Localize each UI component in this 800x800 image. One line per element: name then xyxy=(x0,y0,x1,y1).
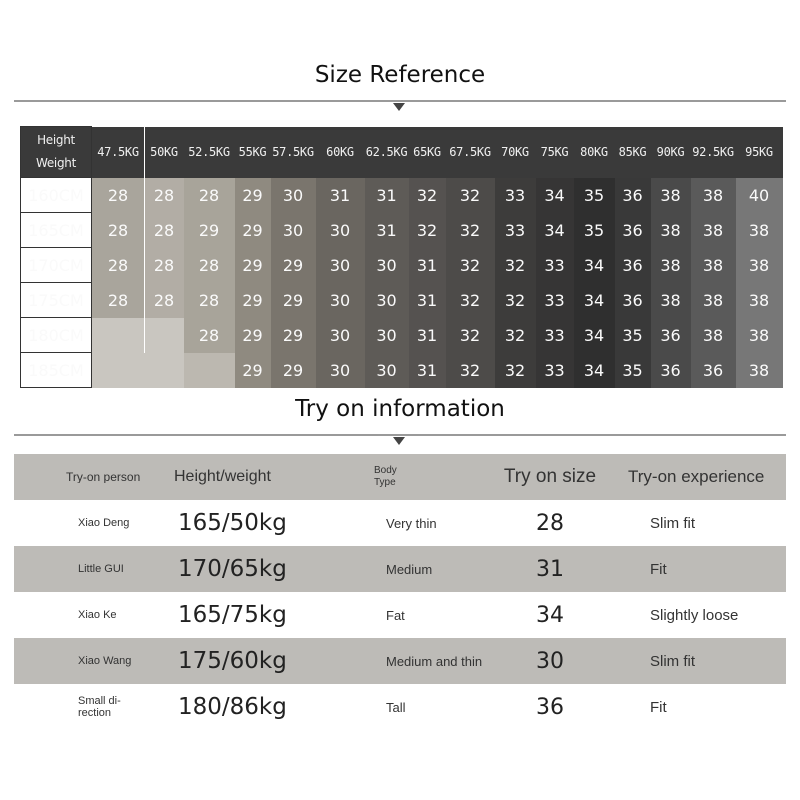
size-reference-title: Size Reference xyxy=(314,62,486,88)
try-on-person-cell: Little GUI xyxy=(78,563,124,575)
weight-header-cell: 52.5KG xyxy=(184,127,235,178)
size-cell: 36 xyxy=(651,353,691,388)
size-cell: 38 xyxy=(651,178,691,213)
size-cell: 38 xyxy=(691,213,736,248)
try-on-experience-cell: Slim fit xyxy=(650,514,695,532)
size-cell: 38 xyxy=(736,283,783,318)
size-cell: 28 xyxy=(145,248,184,283)
size-cell: 28 xyxy=(184,318,235,353)
size-cell: 34 xyxy=(574,353,615,388)
try-on-experience-cell: Fit xyxy=(650,560,667,578)
size-row xyxy=(21,178,783,213)
size-row xyxy=(21,318,783,353)
size-cell: 31 xyxy=(409,353,446,388)
try-on-row xyxy=(14,546,786,592)
weight-header-cell: 90KG xyxy=(651,127,691,178)
try-on-divider xyxy=(14,434,786,436)
size-cell: 38 xyxy=(651,213,691,248)
weight-header-cell: 62.5KG xyxy=(365,127,409,178)
weight-header-cell: 50KG xyxy=(145,127,184,178)
try-on-size-cell: 34 xyxy=(536,602,564,628)
size-cell: 32 xyxy=(409,213,446,248)
try-on-row xyxy=(14,592,786,638)
try-on-experience-cell: Slightly loose xyxy=(650,606,739,624)
size-cell: 28 xyxy=(92,178,145,213)
size-cell: 36 xyxy=(651,318,691,353)
size-cell: 38 xyxy=(691,318,736,353)
size-cell: 32 xyxy=(409,178,446,213)
try-on-row xyxy=(14,684,786,730)
size-cell: 28 xyxy=(92,213,145,248)
height-weight-cell: 170/65kg xyxy=(178,556,287,582)
try-on-person-cell: Xiao Wang xyxy=(78,655,132,667)
weight-header-cell: 60KG xyxy=(316,127,365,178)
try-on-information-title: Try on information xyxy=(295,396,505,422)
body-type-cell: Tall xyxy=(386,699,406,715)
try-on-experience-cell: Slim fit xyxy=(650,652,695,670)
size-cell: 35 xyxy=(574,178,615,213)
try-on-experience-cell: Fit xyxy=(650,698,667,716)
size-cell: 38 xyxy=(736,213,783,248)
size-cell: 30 xyxy=(271,213,316,248)
size-cell: 36 xyxy=(615,213,651,248)
size-row xyxy=(21,353,783,388)
size-cell: 30 xyxy=(316,213,365,248)
size-cell: 29 xyxy=(235,248,271,283)
size-cell: 38 xyxy=(691,283,736,318)
weight-header-cell: 67.5KG xyxy=(446,127,495,178)
size-row xyxy=(21,248,783,283)
try-on-row xyxy=(14,500,786,546)
size-cell: 33 xyxy=(536,248,574,283)
weight-header-cell: 57.5KG xyxy=(271,127,316,178)
size-row xyxy=(21,283,783,318)
size-cell: 40 xyxy=(736,178,783,213)
size-cell: 32 xyxy=(495,283,536,318)
weight-header-row xyxy=(21,127,783,178)
weight-header-cell: 95KG xyxy=(736,127,783,178)
size-cell: 28 xyxy=(145,283,184,318)
down-arrow-icon xyxy=(393,437,405,445)
size-cell: 29 xyxy=(235,318,271,353)
body-type-cell: Medium xyxy=(386,561,433,577)
size-cell xyxy=(184,353,235,388)
size-cell: 31 xyxy=(409,248,446,283)
size-cell: 34 xyxy=(574,283,615,318)
size-cell: 31 xyxy=(365,178,409,213)
size-cell: 33 xyxy=(536,318,574,353)
body-type-cell: Fat xyxy=(386,607,405,623)
weight-header-cell: 92.5KG xyxy=(691,127,736,178)
size-cell xyxy=(92,318,145,353)
size-cell: 30 xyxy=(271,178,316,213)
height-label-cell: 185CM xyxy=(21,353,92,388)
weight-header-cell: 47.5KG xyxy=(92,127,145,178)
size-cell: 28 xyxy=(184,248,235,283)
size-cell: 38 xyxy=(651,283,691,318)
size-cell: 29 xyxy=(235,353,271,388)
try-on-size-cell: 31 xyxy=(536,556,564,582)
size-cell: 32 xyxy=(446,353,495,388)
weight-header-cell: 65KG xyxy=(409,127,446,178)
size-cell: 30 xyxy=(365,318,409,353)
size-cell: 29 xyxy=(184,213,235,248)
header-try-on-experience: Try-on experience xyxy=(628,467,765,486)
size-cell: 32 xyxy=(446,178,495,213)
weight-header-cell: 80KG xyxy=(574,127,615,178)
size-cell: 35 xyxy=(615,353,651,388)
size-cell: 31 xyxy=(409,283,446,318)
size-cell: 31 xyxy=(365,213,409,248)
height-weight-cell: 165/75kg xyxy=(178,602,287,628)
size-cell: 34 xyxy=(536,178,574,213)
size-cell: 29 xyxy=(271,248,316,283)
weight-header-cell: 55KG xyxy=(235,127,271,178)
size-cell: 32 xyxy=(495,318,536,353)
size-row xyxy=(21,213,783,248)
try-on-person-cell: Xiao Deng xyxy=(78,517,130,529)
body-type-cell: Very thin xyxy=(386,515,437,531)
height-label-cell: 175CM xyxy=(21,283,92,318)
try-on-size-cell: 30 xyxy=(536,648,564,674)
try-on-header-row xyxy=(14,454,786,500)
height-label-cell: 160CM xyxy=(21,178,92,213)
height-label-cell: 170CM xyxy=(21,248,92,283)
size-cell: 32 xyxy=(495,248,536,283)
size-cell: 28 xyxy=(92,248,145,283)
size-cell: 31 xyxy=(409,318,446,353)
size-cell: 30 xyxy=(316,353,365,388)
size-cell: 35 xyxy=(574,213,615,248)
size-cell: 35 xyxy=(615,318,651,353)
try-on-person-cell: Xiao Ke xyxy=(78,609,117,621)
size-cell xyxy=(145,353,184,388)
size-cell: 38 xyxy=(736,353,783,388)
size-cell: 36 xyxy=(691,353,736,388)
weight-header-cell: 70KG xyxy=(495,127,536,178)
size-cell: 30 xyxy=(316,318,365,353)
size-cell: 33 xyxy=(536,353,574,388)
size-reference-table xyxy=(20,126,783,388)
size-cell xyxy=(92,353,145,388)
size-cell: 30 xyxy=(316,248,365,283)
size-cell: 33 xyxy=(536,283,574,318)
size-cell: 36 xyxy=(615,178,651,213)
size-cell: 32 xyxy=(446,318,495,353)
size-cell: 28 xyxy=(145,213,184,248)
size-cell: 32 xyxy=(446,283,495,318)
size-cell: 38 xyxy=(736,248,783,283)
height-label-cell: 165CM xyxy=(21,213,92,248)
size-cell: 29 xyxy=(235,283,271,318)
size-cell: 28 xyxy=(92,283,145,318)
weight-header-cell: 75KG xyxy=(536,127,574,178)
height-weight-cell: 165/50kg xyxy=(178,510,287,536)
size-cell: 33 xyxy=(495,213,536,248)
header-try-on-person: Try-on person xyxy=(66,471,141,483)
size-cell: 32 xyxy=(495,353,536,388)
size-cell: 31 xyxy=(316,178,365,213)
corner-weight-label: Weight xyxy=(35,156,76,170)
size-cell: 29 xyxy=(271,283,316,318)
try-on-table xyxy=(14,454,786,730)
try-on-person-cell: Small di- rection xyxy=(78,695,121,719)
down-arrow-icon xyxy=(393,103,405,111)
size-cell: 29 xyxy=(235,213,271,248)
size-cell: 29 xyxy=(235,178,271,213)
size-cell: 36 xyxy=(615,283,651,318)
try-on-size-cell: 36 xyxy=(536,694,564,720)
size-cell: 28 xyxy=(184,283,235,318)
size-reference-divider xyxy=(14,100,786,102)
size-cell: 30 xyxy=(365,283,409,318)
corner-height-label: Height xyxy=(37,133,75,147)
body-type-cell: Medium and thin xyxy=(386,653,483,669)
size-cell: 38 xyxy=(651,248,691,283)
size-cell: 30 xyxy=(365,353,409,388)
try-on-row xyxy=(14,638,786,684)
size-cell: 30 xyxy=(365,248,409,283)
try-on-size-cell: 28 xyxy=(536,510,564,536)
size-cell: 38 xyxy=(691,248,736,283)
size-cell: 38 xyxy=(736,318,783,353)
size-cell: 28 xyxy=(184,178,235,213)
header-height-weight: Height/weight xyxy=(174,468,271,485)
height-weight-cell: 180/86kg xyxy=(178,694,287,720)
height-label-cell: 180CM xyxy=(21,318,92,353)
size-cell: 38 xyxy=(691,178,736,213)
size-cell: 34 xyxy=(536,213,574,248)
height-weight-corner xyxy=(21,127,92,178)
size-cell xyxy=(145,318,184,353)
size-cell: 34 xyxy=(574,318,615,353)
size-cell: 32 xyxy=(446,248,495,283)
size-cell: 36 xyxy=(615,248,651,283)
size-cell: 32 xyxy=(446,213,495,248)
size-cell: 28 xyxy=(145,178,184,213)
height-weight-cell: 175/60kg xyxy=(178,648,287,674)
size-cell: 34 xyxy=(574,248,615,283)
size-cell: 29 xyxy=(271,318,316,353)
size-cell: 30 xyxy=(316,283,365,318)
size-cell: 29 xyxy=(271,353,316,388)
weight-header-cell: 85KG xyxy=(615,127,651,178)
header-try-on-size: Try on size xyxy=(503,466,597,487)
header-body-type: Body Type xyxy=(374,465,397,488)
size-cell: 33 xyxy=(495,178,536,213)
